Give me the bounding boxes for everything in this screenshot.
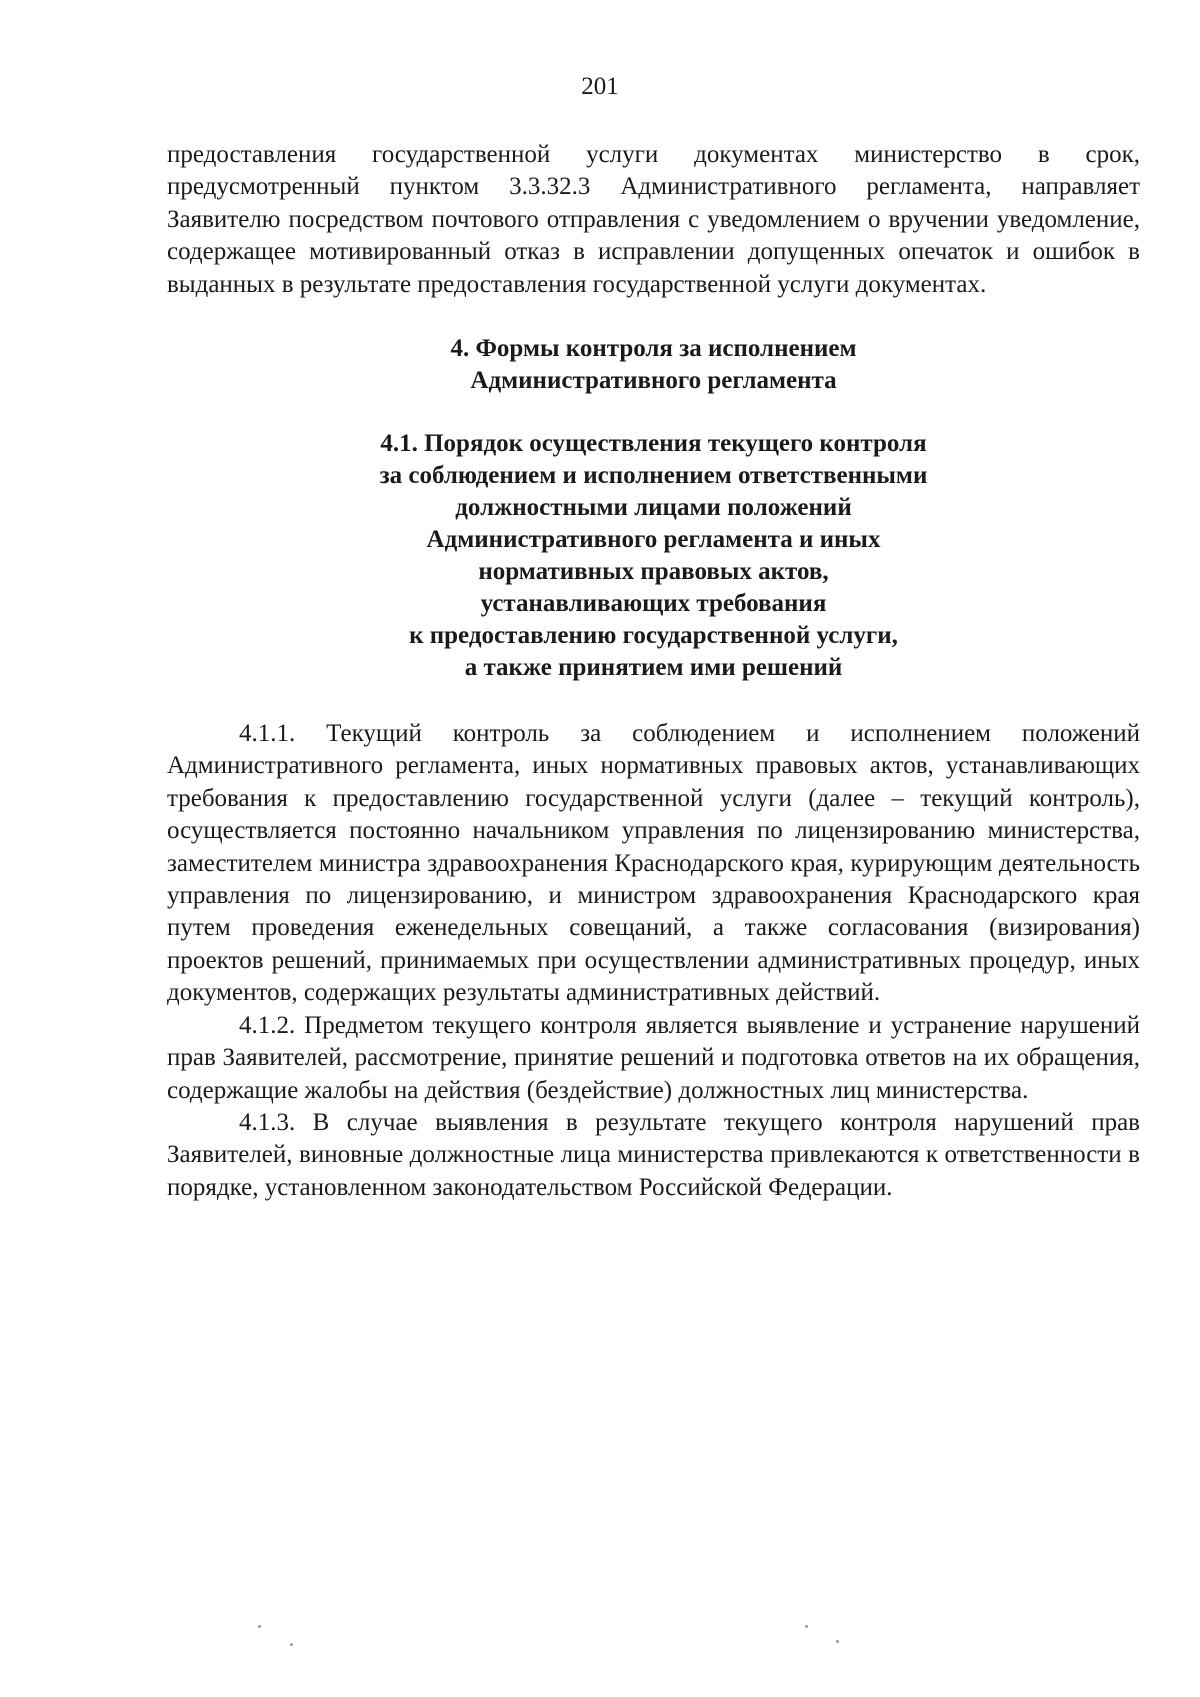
subsection-heading-line: а также принятием ими решений	[464, 654, 843, 682]
section-heading-line: Административного регламента	[470, 367, 837, 395]
scan-speck	[805, 1625, 808, 1628]
paragraph-4-1-3: 4.1.3. В случае выявления в результате текущего контроля нарушений прав Заявителей, виновные должностные лица министерства привлекаются к ответственности в порядке, установленном законодательством Российской Федерации.	[167, 1108, 1140, 1201]
subsection-heading-line: за соблюдением и исполнением ответственными	[379, 462, 928, 490]
scan-speck	[290, 1643, 293, 1646]
section-heading-line: 4. Формы контроля за исполнением	[450, 335, 857, 363]
subsection-heading-line: Административного регламента и иных	[426, 526, 881, 554]
subsection-heading-line: нормативных правовых актов,	[478, 558, 829, 586]
subsection-heading-line: должностными лицами положений	[455, 494, 852, 522]
page-number: 201	[581, 73, 619, 100]
subsection-heading-line: к предоставлению государственной услуги,	[409, 622, 898, 650]
subsection-heading-line: 4.1. Порядок осуществления текущего контроля	[380, 430, 927, 458]
subsection-heading	[167, 428, 1140, 684]
intro-paragraph: предоставления государственной услуги документах министерство в срок, предусмотренный пунктом 3.3.32.3 Административного регламента, направляет Заявителю посредством почтового отправления с уведомлением о вручении уведомление, содержащее мотивированный отказ в исправлении допущенных опечаток и ошибок в выданных в результате предоставления государственной услуги документах.	[167, 141, 1140, 298]
scan-speck	[836, 1640, 839, 1643]
paragraphs-block	[167, 718, 1140, 1204]
subsection-heading-line: устанавливающих требования	[480, 590, 827, 618]
paragraph-4-1-2: 4.1.2. Предметом текущего контроля является выявление и устранение нарушений прав Заявителей, рассмотрение, принятие решений и подготовка ответов на их обращения, содержащие жалобы на действия (бездействие) должностных лиц министерства.	[167, 1011, 1140, 1104]
document-body	[167, 139, 1140, 1204]
section-heading	[167, 333, 1140, 397]
scan-speck	[258, 1625, 261, 1628]
paragraph-4-1-1: 4.1.1. Текущий контроль за соблюдением и исполнением положений Административного регламента, иных нормативных правовых актов, устанавливающих требования к предоставлению государственной услуги (далее – текущий контроль), осуществляется постоянно начальником управления по лицензированию министерства, заместителем министра здравоохранения Краснодарского края, курирующим деятельность управления по лицензированию, и министром здравоохранения Краснодарского края путем проведения еженедельных совещаний, а также согласования (визирования) проектов решений, принимаемых при осуществлении административных процедур, иных документов, содержащих результаты административных действий.	[167, 720, 1140, 1007]
